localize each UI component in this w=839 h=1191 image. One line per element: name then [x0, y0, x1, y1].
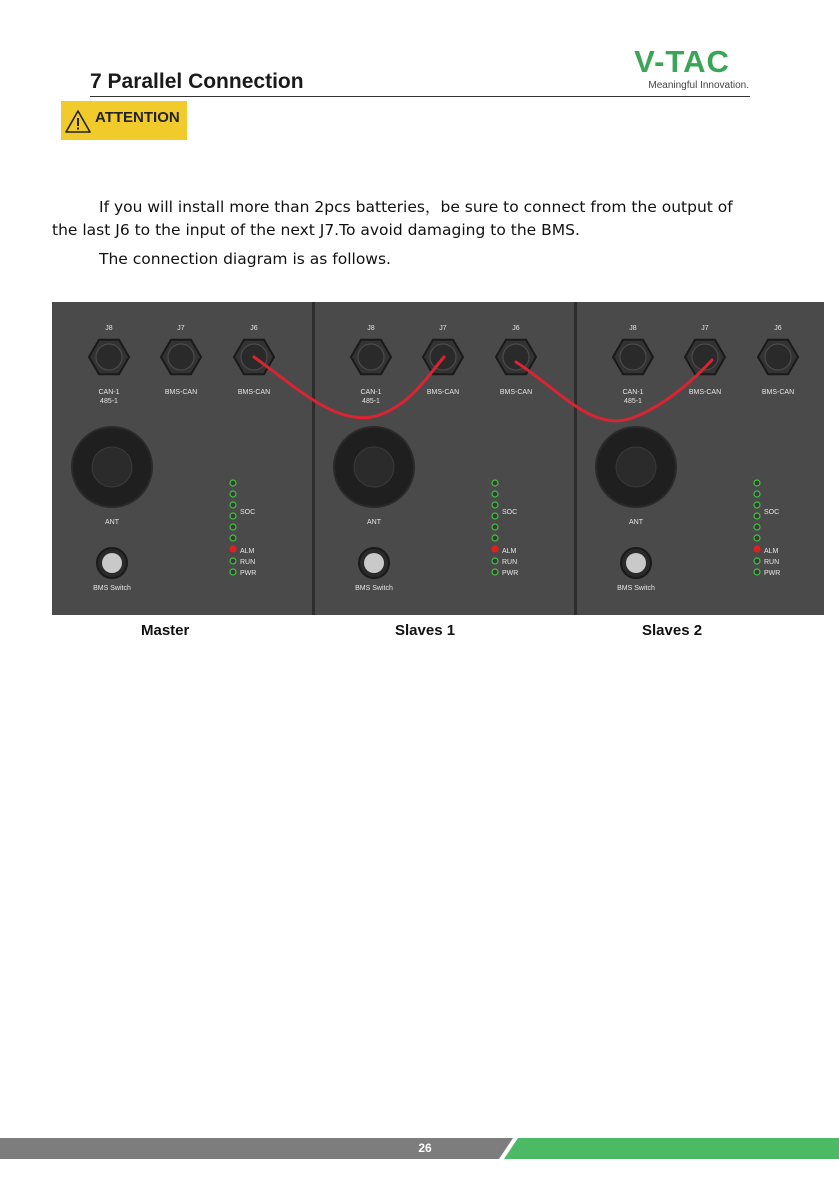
- status-led: [230, 535, 236, 541]
- status-led: [754, 480, 760, 486]
- attention-label: ATTENTION: [95, 109, 180, 126]
- port-subname: 485-1: [100, 398, 118, 405]
- status-led: [754, 535, 760, 541]
- status-led: [754, 502, 760, 508]
- status-led: [492, 558, 498, 564]
- port-subname: 485-1: [624, 398, 642, 405]
- antenna-label: ANT: [629, 519, 643, 526]
- port-name: BMS-CAN: [688, 389, 722, 396]
- soc-label: SOC: [764, 509, 780, 516]
- run-label: RUN: [764, 559, 780, 566]
- diagram-intro: The connection diagram is as follows.: [99, 250, 391, 268]
- alm-label: ALM: [502, 548, 517, 555]
- status-led: [230, 558, 236, 564]
- caption-master: Master: [141, 622, 190, 639]
- logo-wordmark: V-TAC: [634, 44, 730, 79]
- status-led: [230, 569, 236, 575]
- status-led: [492, 502, 498, 508]
- port-name: BMS-CAN: [426, 389, 460, 396]
- soc-label: SOC: [502, 509, 518, 516]
- status-led: [754, 524, 760, 530]
- status-led: [492, 491, 498, 497]
- section-title: 7 Parallel Connection: [90, 70, 304, 93]
- port-subname: 485-1: [362, 398, 380, 405]
- status-led: [230, 502, 236, 508]
- switch-label: BMS Switch: [93, 585, 131, 592]
- status-led: [492, 535, 498, 541]
- alm-label: ALM: [764, 548, 779, 555]
- unit-divider: [574, 302, 577, 615]
- logo-tagline: Meaningful Innovation.: [648, 80, 749, 91]
- alarm-led: [754, 546, 760, 552]
- status-led: [754, 491, 760, 497]
- port-name: BMS-CAN: [237, 389, 271, 396]
- port-label: J8: [105, 325, 113, 332]
- alarm-led: [492, 546, 498, 552]
- port-name: BMS-CAN: [164, 389, 198, 396]
- port-label: J7: [177, 325, 185, 332]
- port-label: J6: [512, 325, 520, 332]
- status-led: [492, 480, 498, 486]
- alarm-led: [230, 546, 236, 552]
- antenna-label: ANT: [367, 519, 381, 526]
- page-number: 26: [418, 1141, 432, 1155]
- run-label: RUN: [240, 559, 256, 566]
- port-name: BMS-CAN: [499, 389, 533, 396]
- alm-label: ALM: [240, 548, 255, 555]
- port-name: CAN-1: [360, 389, 382, 396]
- pwr-label: PWR: [502, 570, 519, 577]
- antenna-label: ANT: [105, 519, 119, 526]
- status-led: [492, 569, 498, 575]
- status-led: [754, 558, 760, 564]
- run-label: RUN: [502, 559, 518, 566]
- status-led: [754, 513, 760, 519]
- unit-divider: [312, 302, 315, 615]
- status-led: [230, 491, 236, 497]
- port-label: J8: [629, 325, 637, 332]
- header-rule: [90, 96, 750, 97]
- instruction-line-1: If you will install more than 2pcs batteries，be sure to connect from the output of: [99, 198, 733, 216]
- port-label: J8: [367, 325, 375, 332]
- vtac-logo: [612, 44, 752, 94]
- switch-label: BMS Switch: [355, 585, 393, 592]
- switch-label: BMS Switch: [617, 585, 655, 592]
- pwr-label: PWR: [240, 570, 257, 577]
- status-led: [230, 480, 236, 486]
- port-name: BMS-CAN: [761, 389, 795, 396]
- caption-slaves-1: Slaves 1: [395, 622, 456, 639]
- soc-label: SOC: [240, 509, 256, 516]
- port-label: J7: [701, 325, 709, 332]
- port-label: J6: [250, 325, 258, 332]
- parallel-connection-diagram: [52, 302, 824, 615]
- port-label: J6: [774, 325, 782, 332]
- warning-icon: [65, 110, 91, 133]
- status-led: [754, 569, 760, 575]
- status-led: [230, 513, 236, 519]
- status-led: [492, 524, 498, 530]
- caption-slaves-2: Slaves 2: [642, 622, 703, 639]
- status-led: [230, 524, 236, 530]
- port-label: J7: [439, 325, 447, 332]
- port-name: CAN-1: [98, 389, 120, 396]
- port-name: CAN-1: [622, 389, 644, 396]
- status-led: [492, 513, 498, 519]
- pwr-label: PWR: [764, 570, 781, 577]
- instruction-line-2: the last J6 to the input of the next J7.To avoid damaging to the BMS.: [52, 221, 580, 239]
